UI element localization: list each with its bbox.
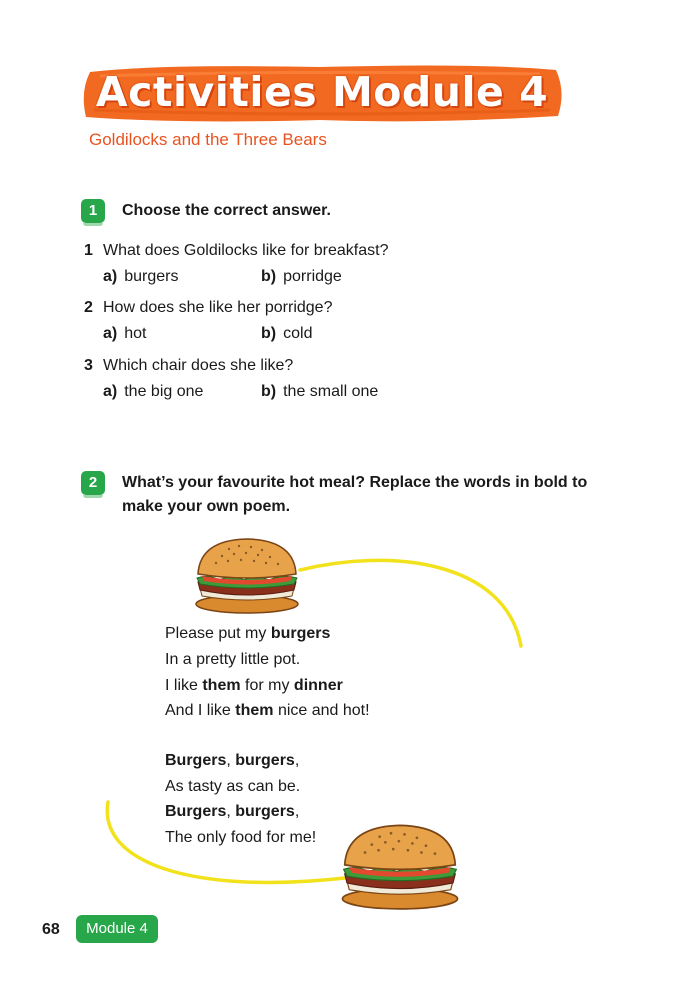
question-text: What does Goldilocks like for breakfast? [103,242,389,259]
poem-line-2: In a pretty little pot. [165,651,301,668]
poem-bold-word: burgers [270,625,331,642]
activity-2-badge: 2 [81,471,105,495]
activity-1-instruction: Choose the correct answer. [122,202,331,219]
activity-1-badge: 1 [81,199,105,223]
option-letter: a) [103,268,118,285]
option-letter: a) [103,383,118,400]
option-text: burgers [124,268,179,285]
question-text: How does she like her porridge? [103,299,333,316]
poem-line-8: The only food for me! [165,829,317,846]
poem-text: , [294,752,300,769]
burger-icon [194,536,300,614]
poem-line-6: As tasty as can be. [165,778,301,795]
option-letter: b) [261,325,277,342]
poem-text: I like [165,677,203,694]
poem-bold-word: burgers [235,803,295,820]
poem-text: nice and hot! [273,702,370,719]
page-number: 68 [42,921,60,938]
option-text: the small one [283,383,379,400]
page-title: Activities Module 4 [95,68,549,116]
module-label-badge: Module 4 [76,915,158,943]
option-text: cold [283,325,313,342]
instruction-line-2: make your own poem. [122,498,291,515]
question-number: 3 [84,357,93,374]
option-letter: b) [261,383,277,400]
option-text: the big one [124,383,204,400]
poem-bold-word: them [235,702,274,719]
poem-bold-word: Burgers [165,803,227,820]
question-number: 1 [84,242,93,259]
poem-line-4 [165,702,370,720]
instruction-line-1: What’s your favourite hot meal? Replace the words in bold to [122,474,588,491]
option-text: hot [124,325,147,342]
poem-text: for my [240,677,294,694]
burger-icon [340,822,460,910]
poem-line-3 [165,677,343,695]
poem-bold-word: dinner [293,677,343,694]
option-letter: b) [261,268,277,285]
question-text: Which chair does she like? [103,357,294,374]
poem-text: , [226,803,236,820]
poem-line-7 [165,803,299,821]
question-number: 2 [84,299,93,316]
poem-text: And I like [165,702,236,719]
poem-bold-word: Burgers [165,752,227,769]
poem-line-1 [165,625,330,643]
poem-line-5 [165,752,299,770]
poem-bold-word: burgers [235,752,295,769]
poem-text: , [226,752,236,769]
poem-text: Please put my [165,625,271,642]
option-text: porridge [283,268,342,285]
poem-text: , [294,803,300,820]
option-letter: a) [103,325,118,342]
page-subtitle: Goldilocks and the Three Bears [89,130,327,149]
poem-bold-word: them [202,677,241,694]
